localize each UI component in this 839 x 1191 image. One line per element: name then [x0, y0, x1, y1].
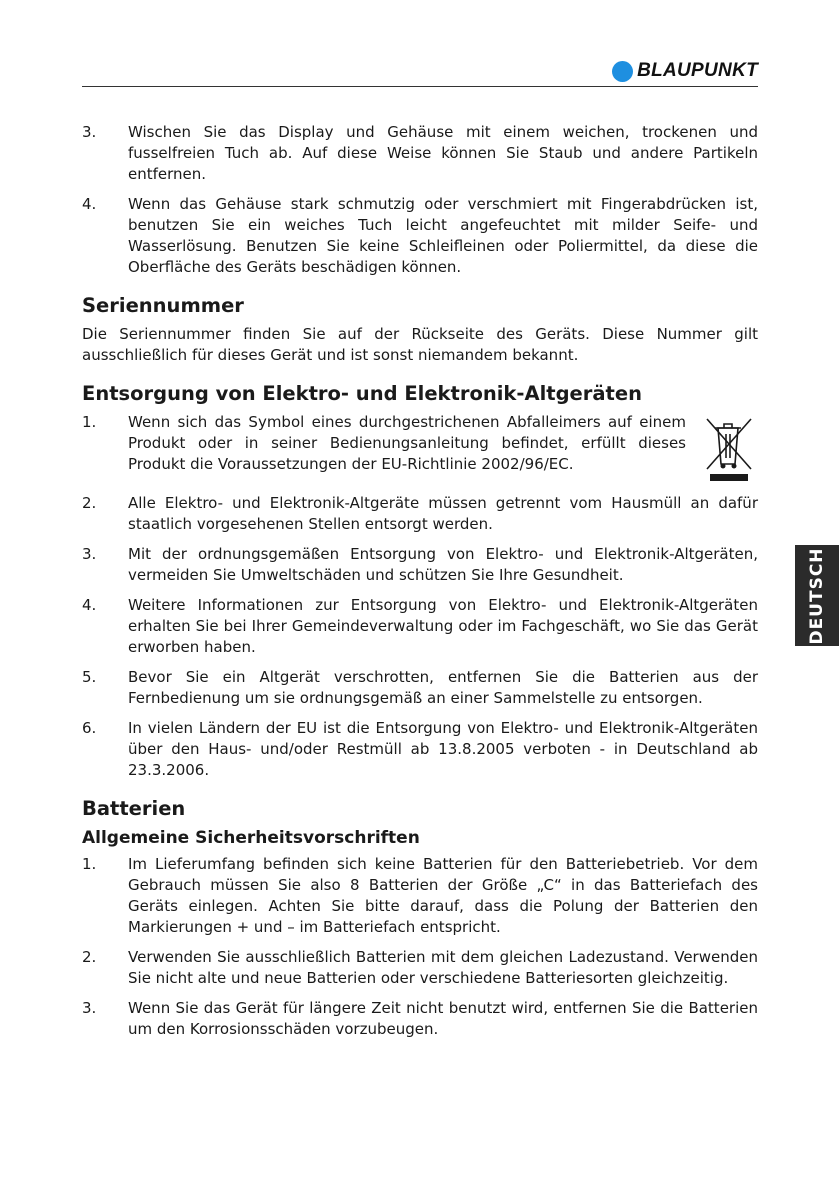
item-text: Wenn sich das Symbol eines durchgestrichenen Abfalleimers auf einem Produkt oder in seiner Bedienungsanleitung befindet, erfüllt dieses Produkt die Voraussetzungen der EU-Richtlinie 2002/96/EC.	[128, 413, 686, 473]
language-tab-label: DEUTSCH	[807, 546, 827, 645]
item-text: Alle Elektro- und Elektronik-Altgeräte müssen getrennt vom Hausmüll an dafür staatlich vorgesehenen Stellen entsorgt werden.	[128, 494, 758, 533]
list-item	[82, 493, 758, 535]
item-number: 2.	[82, 948, 97, 966]
list-item	[82, 947, 758, 989]
item-number: 4.	[82, 195, 97, 213]
brand-logo	[612, 60, 758, 82]
list-item	[82, 194, 758, 278]
item-number: 3.	[82, 999, 97, 1017]
item-text: Mit der ordnungsgemäßen Entsorgung von Elektro- und Elektronik-Altgeräten, vermeiden Sie Umweltschäden und schützen Sie Ihre Gesundheit.	[128, 545, 758, 584]
item-number: 4.	[82, 596, 97, 614]
page-content	[82, 122, 758, 1049]
item-text: Verwenden Sie ausschließlich Batterien mit dem gleichen Ladezustand. Verwenden Sie nicht alte und neue Batterien oder verschiedene Batteriesorten gleichzeitig.	[128, 948, 758, 987]
page-header	[82, 56, 758, 87]
list-item	[82, 412, 758, 484]
item-text: In vielen Ländern der EU ist die Entsorgung von Elektro- und Elektronik-Altgeräten über den Haus- und/oder Restmüll ab 13.8.2005 verboten - in Deutschland ab 23.3.2006.	[128, 719, 758, 779]
item-text: Wenn das Gehäuse stark schmutzig oder verschmiert mit Fingerabdrücken ist, benutzen Sie ein weiches Tuch leicht angefeuchtet mit milder Seife- und Wasserlösung. Benutzen Sie keine Schleifleinen oder Poliermittel, da diese die Oberfläche des Geräts beschädigen können.	[128, 195, 758, 276]
item-number: 6.	[82, 719, 97, 737]
language-tab	[795, 545, 839, 646]
list-item	[82, 854, 758, 938]
list-item	[82, 544, 758, 586]
batteries-heading: Batterien	[82, 797, 186, 820]
crossed-out-wheelie-bin-icon	[700, 414, 758, 484]
serial-heading: Seriennummer	[82, 294, 244, 317]
list-item	[82, 718, 758, 781]
brand-name: BLAUPUNKT	[637, 60, 758, 81]
item-text: Bevor Sie ein Altgerät verschrotten, entfernen Sie die Batterien aus der Fernbedienung um sie ordnungsgemäß an einer Sammelstelle zu entsorgen.	[128, 668, 758, 707]
safety-subheading: Allgemeine Sicherheitsvorschriften	[82, 828, 420, 848]
item-text: Im Lieferumfang befinden sich keine Batterien für den Batteriebetrieb. Vor dem Gebrauch müssen Sie also 8 Batterien der Größe „C“ in das Batteriefach des Geräts einlegen. Achten Sie bitte darauf, dass die Polung der Batterien den Markierungen + und – im Batteriefach entspricht.	[128, 855, 758, 936]
item-number: 1.	[82, 413, 97, 431]
serial-text: Die Seriennummer finden Sie auf der Rückseite des Geräts. Diese Nummer gilt ausschließlich für dieses Gerät und ist sonst niemandem bekannt.	[82, 325, 758, 364]
item-text: Wischen Sie das Display und Gehäuse mit einem weichen, trockenen und fusselfreien Tuch ab. Auf diese Weise können Sie Staub und andere Partikeln entfernen.	[128, 123, 758, 183]
list-item	[82, 595, 758, 658]
item-text: Weitere Informationen zur Entsorgung von Elektro- und Elektronik-Altgeräten erhalten Sie bei Ihrer Gemeindeverwaltung oder im Fachgeschäft, wo Sie das Gerät erworben haben.	[128, 596, 758, 656]
item-number: 5.	[82, 668, 97, 686]
list-item	[82, 122, 758, 185]
disposal-heading: Entsorgung von Elektro- und Elektronik-Altgeräten	[82, 382, 642, 405]
item-number: 3.	[82, 545, 97, 563]
list-item	[82, 667, 758, 709]
item-number: 1.	[82, 855, 97, 873]
logo-dot-icon	[612, 61, 633, 82]
item-number: 3.	[82, 123, 97, 141]
item-number: 2.	[82, 494, 97, 512]
item-text: Wenn Sie das Gerät für längere Zeit nicht benutzt wird, entfernen Sie die Batterien um den Korrosionsschäden vorzubeugen.	[128, 999, 758, 1038]
list-item	[82, 998, 758, 1040]
